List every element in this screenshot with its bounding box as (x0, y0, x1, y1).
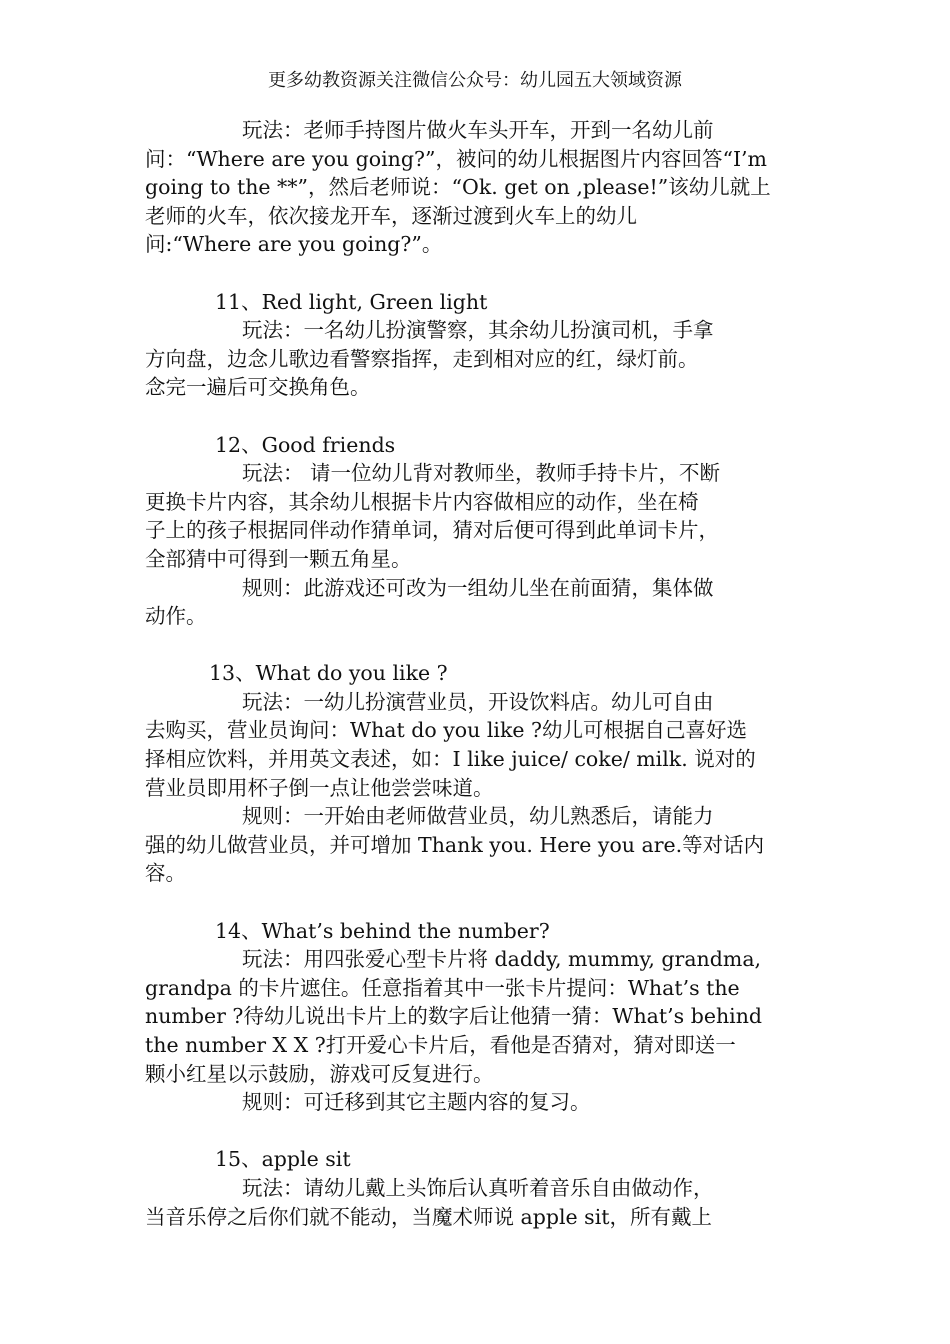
section-title: 14、What’s behind the number? (215, 918, 550, 943)
text-line: 玩法：请幼儿戴上头饰后认真听着音乐自由做动作， (242, 1175, 714, 1200)
spacer (145, 402, 810, 431)
text-line: 玩法：老师手持图片做火车头开车，开到一名幼儿前 (242, 118, 714, 142)
spacer (145, 259, 810, 288)
text-line: the number X X ?打开爱心卡片后，看他是否猜对，猜对即送一 (145, 1033, 736, 1057)
section-14 (145, 917, 810, 1117)
text-line: 规则：可迁移到其它主题内容的复习。 (242, 1090, 591, 1115)
text-line: 方向盘，边念儿歌边看警察指挥，走到相对应的红，绿灯前。 (145, 346, 699, 371)
section-title: 15、apple sit (215, 1147, 351, 1172)
spacer (145, 888, 810, 917)
text-line: 玩法：一名幼儿扮演警察，其余幼儿扮演司机，手拿 (242, 318, 714, 343)
section-15 (145, 1145, 810, 1231)
text-line: 玩法：用四张爱心型卡片将 daddy, mummy, grandma, (242, 947, 762, 972)
text-line: 全部猜中可得到一颗五角星。 (145, 546, 412, 571)
text-line: 去购买，营业员询问：What do you like ?幼儿可根据自己喜好选 (145, 718, 748, 743)
section-12 (145, 431, 810, 631)
text-line: 营业员即用杯子倒一点让他尝尝味道。 (145, 775, 494, 800)
text-line: 老师的火车，依次接龙开车，逐渐过渡到火车上的幼儿 (145, 203, 637, 228)
text-line: 念完一遍后可交换角色。 (145, 375, 371, 400)
section-11 (145, 288, 810, 402)
text-line: 当音乐停之后你们就不能动，当魔术师说 apple sit，所有戴上 (145, 1204, 713, 1229)
section-title: 12、Good friends (215, 432, 396, 457)
text-line: 容。 (145, 861, 186, 886)
spacer (145, 631, 810, 660)
section-title: 11、Red light, Green light (215, 289, 488, 314)
spacer (145, 1117, 810, 1146)
text-line: 颗小红星以示鼓励，游戏可反复进行。 (145, 1061, 494, 1086)
text-line: 更换卡片内容，其余幼儿根据卡片内容做相应的动作，坐在椅 (145, 489, 699, 514)
text-line: 强的幼儿做营业员，并可增加 Thank you. Here you are.等对话内 (145, 832, 765, 857)
section-13 (145, 659, 810, 888)
text-line: 玩法： 请一位幼儿背对教师坐，教师手持卡片，不断 (242, 461, 721, 486)
text-line: grandpa 的卡片遮住。任意指着其中一张卡片提问：What’s the (145, 975, 740, 1000)
text-line: 动作。 (145, 604, 207, 629)
page-header: 更多幼教资源关注微信公众号：幼儿园五大领域资源 (268, 70, 682, 91)
text-line: number ?待幼儿说出卡片上的数字后让他猜一猜：What’s behind (145, 1004, 763, 1029)
intro-paragraph (145, 116, 810, 259)
text-line: 子上的孩子根据同伴动作猜单词，猜对后便可得到此单词卡片， (145, 518, 719, 543)
document-body (145, 116, 810, 1231)
text-line: 问：“Where are you going?”，被问的幼儿根据图片内容回答“I’m (145, 146, 767, 171)
text-line: 规则：此游戏还可改为一组幼儿坐在前面猜，集体做 (242, 575, 714, 600)
section-title: 13、What do you like ? (209, 661, 448, 686)
text-line: 问:“Where are you going?”。 (145, 232, 443, 257)
text-line: going to the **”，然后老师说：“Ok. get on ,please!”该幼儿就上 (145, 175, 771, 200)
text-line: 择相应饮料，并用英文表述，如：I like juice/ coke/ milk. 说对的 (145, 747, 756, 772)
text-line: 规则：一开始由老师做营业员，幼儿熟悉后，请能力 (242, 804, 714, 829)
text-line: 玩法：一幼儿扮演营业员，开设饮料店。幼儿可自由 (242, 689, 714, 714)
